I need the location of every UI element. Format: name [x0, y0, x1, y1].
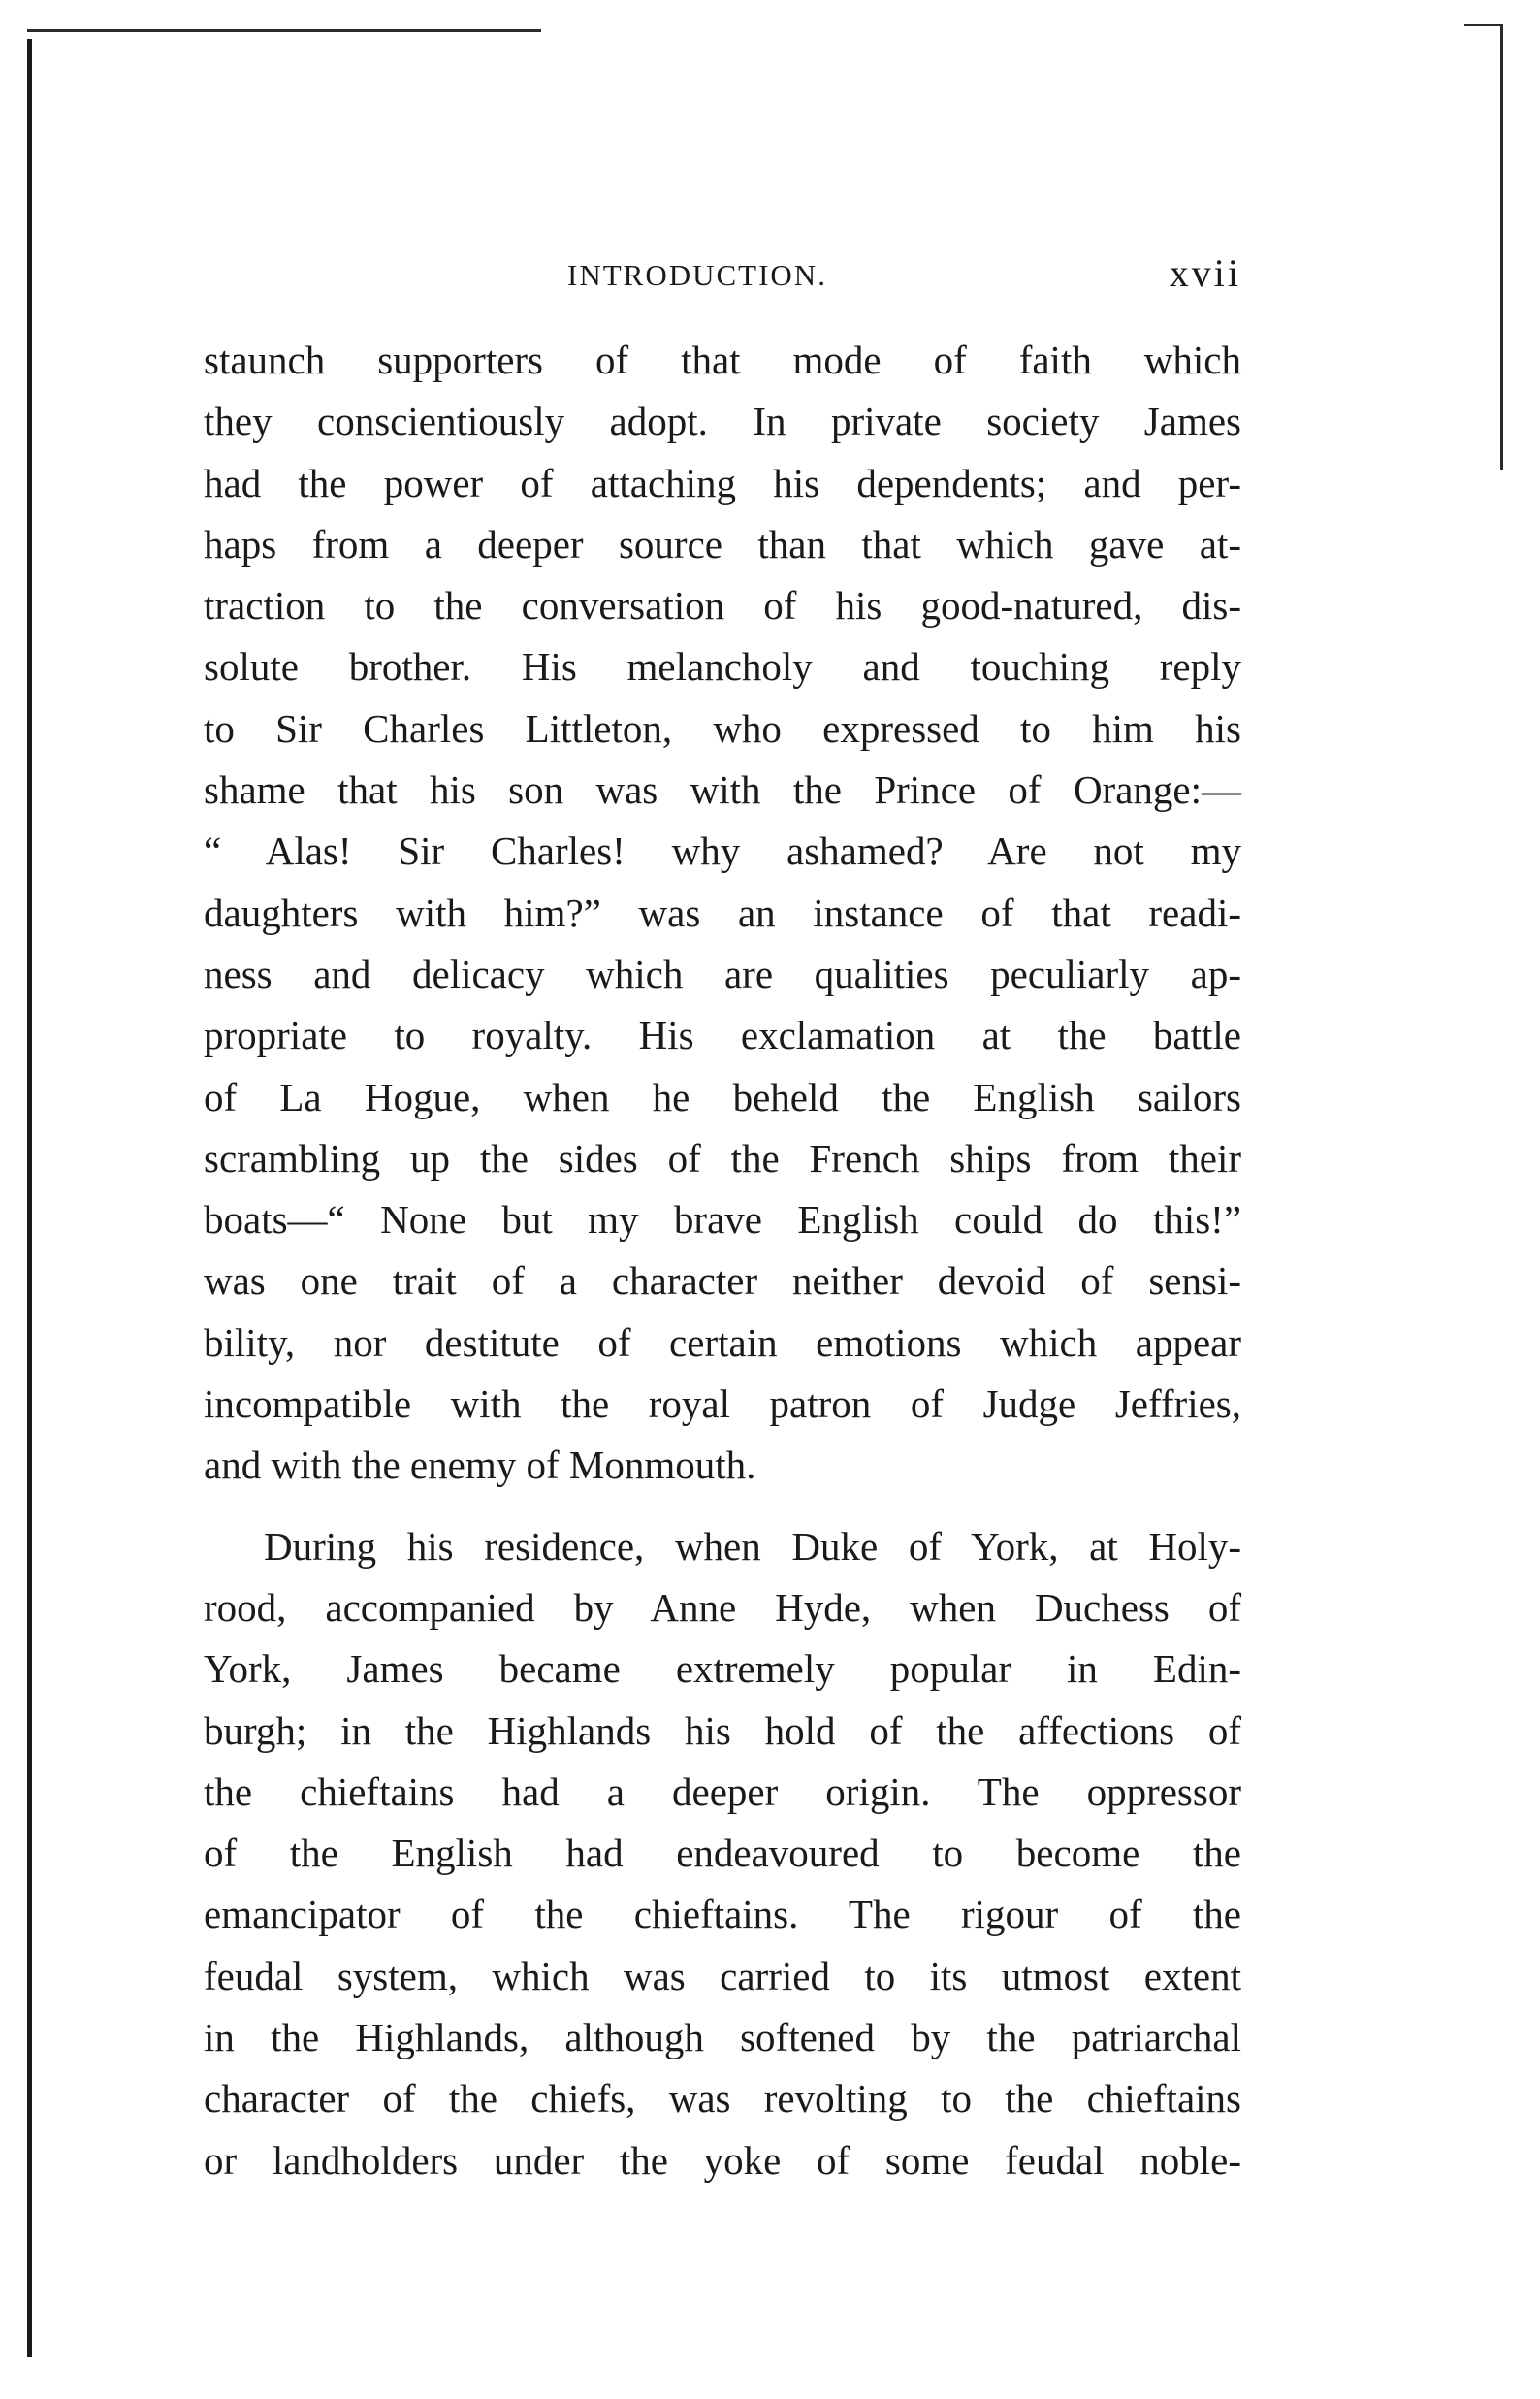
text-line: feudal system, which was carried to its utmost extent — [204, 1953, 1241, 1998]
text-line: they conscientiously adopt. In private society James — [204, 399, 1241, 444]
scan-right-edge-top — [1464, 24, 1503, 26]
scan-left-edge — [27, 39, 32, 2357]
text-line: scrambling up the sides of the French ships from their — [204, 1135, 1241, 1181]
scan-right-edge — [1500, 24, 1503, 470]
text-line: of La Hogue, when he beheld the English sailors — [204, 1074, 1241, 1119]
text-line: York, James became extremely popular in Edin- — [204, 1646, 1241, 1692]
text-line: During his residence, when Duke of York, at Holy- — [264, 1523, 1241, 1569]
text-line: incompatible with the royal patron of Judge Jeffries, — [204, 1381, 1241, 1427]
page-number: xvii — [1169, 251, 1241, 295]
running-title: INTRODUCTION. — [567, 258, 827, 292]
text-line: staunch supporters of that mode of faith which — [204, 338, 1241, 382]
text-line: haps from a deeper source than that which gave at- — [204, 521, 1241, 567]
text-line: emancipator of the chieftains. The rigour of the — [204, 1892, 1241, 1937]
text-line: “ Alas! Sir Charles! why ashamed? Are not my — [204, 828, 1241, 874]
body-text — [204, 330, 1241, 2191]
text-line: to Sir Charles Littleton, who expressed to him his — [204, 705, 1241, 751]
text-line: character of the chiefs, was revolting to the chieftains — [204, 2076, 1241, 2122]
scan-top-edge — [27, 29, 541, 32]
text-line: solute brother. His melancholy and touching reply — [204, 644, 1241, 690]
page-header — [204, 250, 1241, 308]
text-line: had the power of attaching his dependents; and per- — [204, 460, 1241, 505]
paragraph — [204, 1516, 1241, 2191]
text-line: in the Highlands, although softened by the patriarchal — [204, 2015, 1241, 2060]
text-line: boats—“ None but my brave English could do this!” — [204, 1197, 1241, 1243]
text-line: shame that his son was with the Prince of Orange:— — [204, 767, 1241, 813]
text-line: ness and delicacy which are qualities peculiarly ap- — [204, 951, 1241, 996]
text-line: the chieftains had a deeper origin. The oppressor — [204, 1768, 1241, 1814]
text-line: bility, nor destitute of certain emotions which appear — [204, 1319, 1241, 1365]
text-line: was one trait of a character neither devoid of sensi- — [204, 1258, 1241, 1304]
text-line: or landholders under the yoke of some feudal noble- — [204, 2137, 1241, 2183]
text-line: daughters with him?” was an instance of that readi- — [204, 890, 1241, 935]
text-line: burgh; in the Highlands his hold of the affections of — [204, 1707, 1241, 1753]
text-line: propriate to royalty. His exclamation at the battle — [204, 1013, 1241, 1058]
text-line: rood, accompanied by Anne Hyde, when Duchess of — [204, 1584, 1241, 1630]
text-line: of the English had endeavoured to become the — [204, 1831, 1241, 1876]
text-line: traction to the conversation of his good-natured, dis- — [204, 583, 1241, 629]
text-line: and with the enemy of Monmouth. — [204, 1443, 756, 1488]
paragraph — [204, 330, 1241, 1497]
paragraph-gap — [204, 1497, 1241, 1516]
